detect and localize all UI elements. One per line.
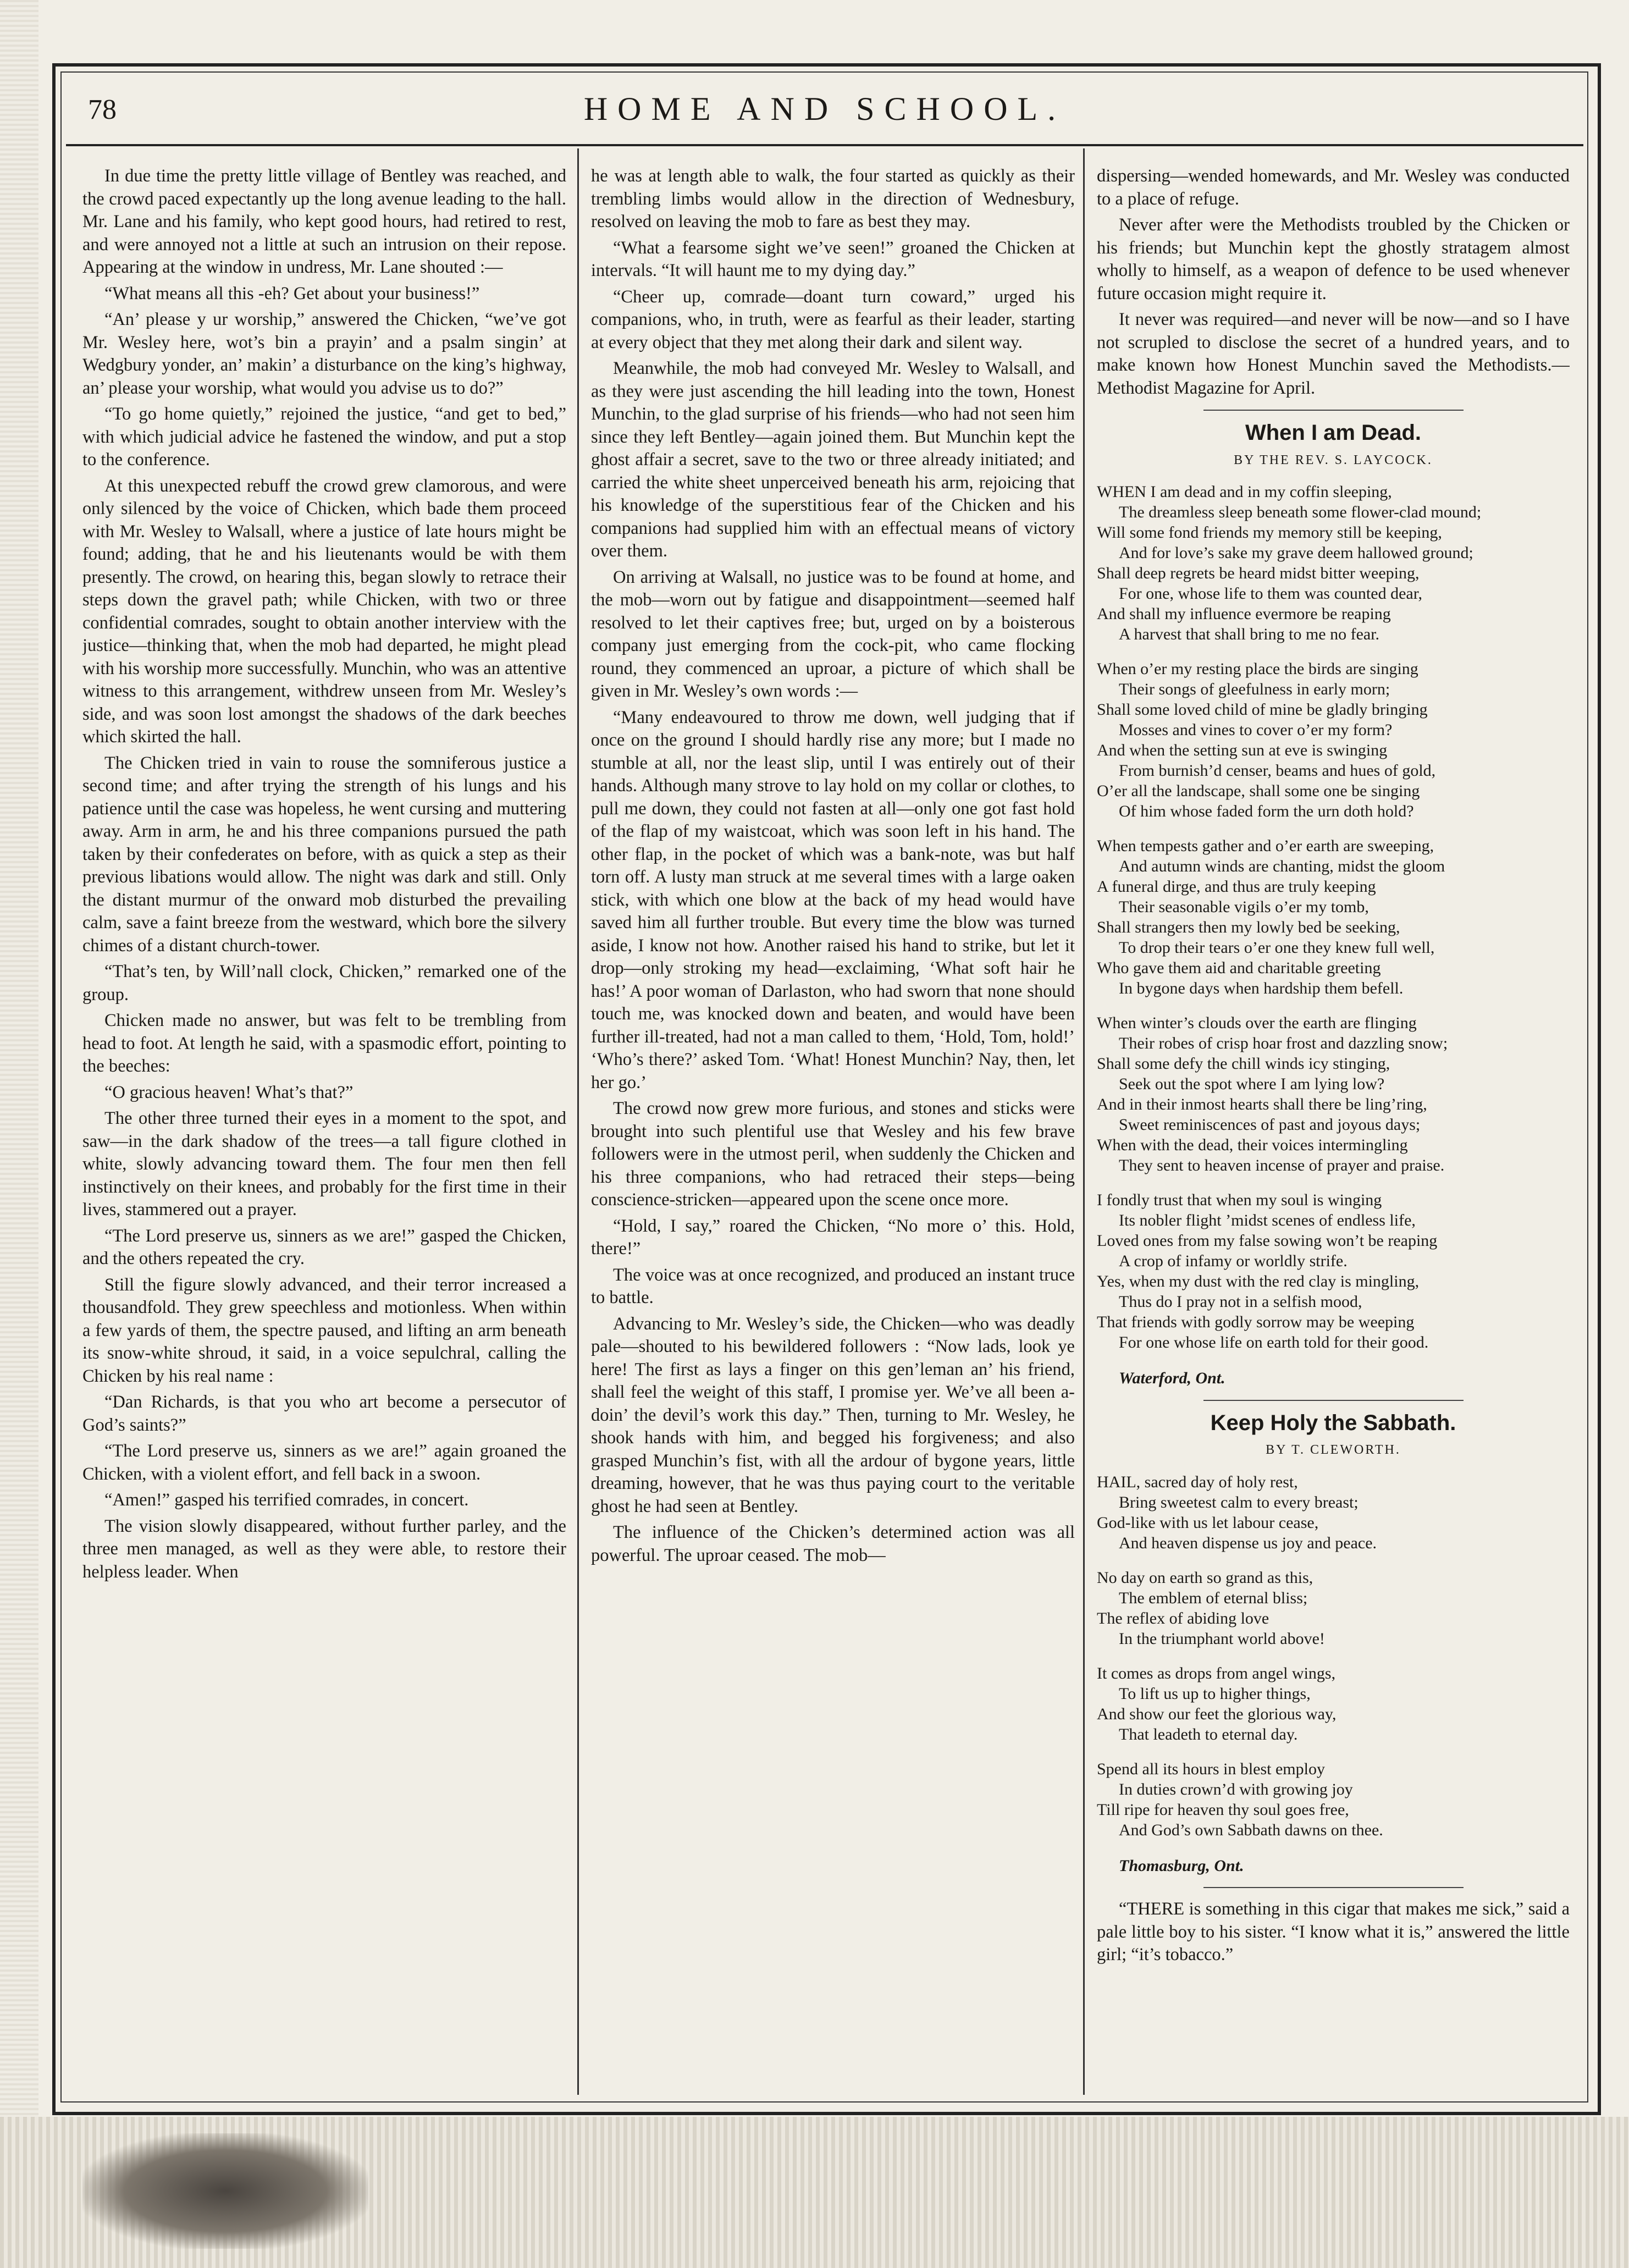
poem-line: And when the setting sun at eve is swinging (1097, 741, 1388, 759)
poem-stanza (1097, 836, 1570, 998)
column-3 (1097, 165, 1570, 2067)
poem-line: Seek out the spot where I am lying low? (1119, 1075, 1385, 1093)
poem-line: When winter’s clouds over the earth are flinging (1097, 1014, 1417, 1032)
paragraph: “The Lord preserve us, sinners as we are!” again groaned the Chicken, with a violent effort, and fell back in a swoon. (82, 1441, 566, 1484)
poem-line: And shall my influence evermore be reaping (1097, 605, 1391, 623)
poem-line: A funeral dirge, and thus are truly keeping (1097, 878, 1376, 896)
poem-line: For one whose life on earth told for their good. (1119, 1333, 1429, 1351)
section-divider (1203, 410, 1464, 411)
poem-line: I fondly trust that when my soul is winging (1097, 1191, 1382, 1209)
poem-stanza (1097, 1190, 1570, 1353)
poem-line: For one, whose life to them was counted dear, (1119, 584, 1422, 603)
page-edge-left (0, 0, 38, 2268)
poem-line: Thus do I pray not in a selfish mood, (1119, 1293, 1362, 1311)
poem-line: Their seasonable vigils o’er my tomb, (1119, 898, 1369, 916)
paragraph: The voice was at once recognized, and produced an instant truce to battle. (591, 1265, 1075, 1307)
poem-line: The reflex of abiding love (1097, 1609, 1269, 1627)
poem-line: They sent to heaven incense of prayer and praise. (1119, 1156, 1445, 1174)
paragraph: Chicken made no answer, but was felt to be trembling from head to foot. At length he said, with a spasmodic effort, pointing to the beeches: (82, 1011, 566, 1076)
poem-line: And show our feet the glorious way, (1097, 1704, 1337, 1723)
paragraph: “The Lord preserve us, sinners as we are!” gasped the Chicken, and the others repeated the cry. (82, 1226, 566, 1268)
poem-line: Will some fond friends my memory still be keeping, (1097, 523, 1442, 542)
poem-stanza (1097, 659, 1570, 821)
poem-line: That friends with godly sorrow may be weeping (1097, 1313, 1415, 1331)
page-number: 78 (88, 94, 117, 125)
paragraph: The influence of the Chicken’s determined action was all powerful. The uproar ceased. The mob— (591, 1522, 1075, 1565)
poem-line: The dreamless sleep beneath some flower-clad mound; (1119, 503, 1482, 521)
poem-stanza (1097, 1759, 1570, 1840)
anecdote: “THERE is something in this cigar that makes me sick,” said a pale little boy to his sister. “I know what it is,” answered the little girl; “it’s tobacco.” (1097, 1899, 1570, 1965)
poem-line: A crop of infamy or worldly strife. (1119, 1252, 1348, 1270)
paragraph: “That’s ten, by Will’nall clock, Chicken,” remarked one of the group. (82, 962, 566, 1005)
poem-byline: BY T. CLEWORTH. (1266, 1443, 1401, 1457)
paragraph: “Amen!” gasped his terrified comrades, in concert. (104, 1490, 469, 1510)
poem-line: No day on earth so grand as this, (1097, 1568, 1313, 1587)
paragraph: dispersing—wended homewards, and Mr. Wesley was conducted to a place of refuge. (1097, 166, 1570, 209)
paragraph: The other three turned their eyes in a moment to the spot, and saw—in the dark shadow of the trees—a tall figure clothed in white, slowly advancing toward them. The four men then fell instinctively on their knees, and probably for the first time in their lives, stammered out a prayer. (82, 1108, 566, 1219)
poem-line: From burnish’d censer, beams and hues of gold, (1119, 761, 1436, 780)
poem-body (1097, 1472, 1570, 1840)
poem-line: And in their inmost hearts shall there be ling’ring, (1097, 1095, 1427, 1113)
paragraph: The crowd now grew more furious, and stones and sticks were brought into such plentiful use that Wesley and his few brave followers were in the utmost peril, when suddenly the Chicken and his three companions, who had retraced their steps—being conscience-stricken—appeared upon the scene once more. (591, 1099, 1075, 1210)
poem-line: And autumn winds are chanting, midst the gloom (1119, 857, 1445, 875)
poem-line: O’er all the landscape, shall some one be singing (1097, 782, 1420, 800)
poem-place: Thomasburg, Ont. (1119, 1856, 1244, 1875)
poem-line: Their robes of crisp hoar frost and dazzling snow; (1119, 1034, 1448, 1052)
poem-place: Waterford, Ont. (1119, 1369, 1225, 1387)
paragraph: “An’ please y ur worship,” answered the Chicken, “we’ve got Mr. Wesley here, wot’s bin a prayin’ and a psalm singin’ at Wedgbury yonder, an’ makin’ a disturbance on the king’s highway, an’ please your worship, what would you advise us to do?” (82, 310, 566, 398)
poem-line: Sweet reminiscences of past and joyous days; (1119, 1116, 1421, 1134)
poem-body (1097, 482, 1570, 1353)
paragraph: “What means all this -eh? Get about your business!” (104, 283, 480, 303)
poem-line: A harvest that shall bring to me no fear. (1119, 625, 1380, 643)
publication-title: HOME AND SCHOOL. (583, 91, 1066, 127)
poem-line: Who gave them aid and charitable greeting (1097, 959, 1381, 977)
header-rule (66, 144, 1583, 146)
poem-line: HAIL, sacred day of holy rest, (1097, 1472, 1298, 1491)
poem-line: And heaven dispense us joy and peace. (1119, 1533, 1377, 1552)
poem-stanza (1097, 482, 1570, 644)
paragraph: “What a fearsome sight we’ve seen!” groaned the Chicken at intervals. “It will haunt me to my dying day.” (591, 238, 1075, 280)
paragraph: On arriving at Walsall, no justice was to be found at home, and the mob—worn out by fatigue and disappointment—seemed half resolved to let their captives free; but, urged on by a boisterous company just emerging from the cock-pit, who came flocking round, they commenced an uproar, a picture of which shall be given in Mr. Wesley’s own words :— (591, 567, 1075, 701)
poem-line: In duties crown’d with growing joy (1119, 1780, 1353, 1798)
column-1 (82, 165, 566, 2067)
poem-line: Bring sweetest calm to every breast; (1119, 1493, 1359, 1511)
poem-line: That leadeth to eternal day. (1119, 1725, 1298, 1743)
poem-line: WHEN I am dead and in my coffin sleeping, (1097, 483, 1392, 501)
poem-line: In the triumphant world above! (1119, 1629, 1325, 1648)
column-rule-1 (577, 148, 579, 2095)
poem-line: Their songs of gleefulness in early morn; (1119, 680, 1390, 698)
paragraph: Meanwhile, the mob had conveyed Mr. Wesley to Walsall, and as they were just ascending the hill leading into the town, Honest Munchin, to the glad surprise of his friends—who had not seen him since they left Bentley—again joined them. But Munchin kept the ghost affair a secret, save to the two or three already initiated; and carried the white sheet unperceived beneath his arm, rejoicing that his knowledge of the superstitious fear of the Chicken and his companions had supplied him with an effectual means of victory over them. (591, 358, 1075, 561)
poem-line: God-like with us let labour cease, (1097, 1513, 1319, 1532)
poem-line: When with the dead, their voices intermingling (1097, 1136, 1408, 1154)
poem-line: Mosses and vines to cover o’er my form? (1119, 721, 1393, 739)
poem-line: And God’s own Sabbath dawns on thee. (1119, 1820, 1383, 1839)
poem-line: Of him whose faded form the urn doth hold? (1119, 802, 1414, 820)
section-divider (1203, 1887, 1464, 1888)
poem-line: To lift us up to higher things, (1119, 1684, 1311, 1703)
column-rule-2 (1083, 148, 1085, 2095)
paragraph: Never after were the Methodists troubled by the Chicken or his friends; but Munchin kept the ghostly stratagem almost wholly to himself, as a weapon of defence to be used whenever future occasion might require it. (1097, 215, 1570, 303)
poem-line: When tempests gather and o’er earth are sweeping, (1097, 837, 1434, 855)
poem-stanza (1097, 1663, 1570, 1745)
paragraph: The Chicken tried in vain to rouse the somniferous justice a second time; and after trying the strength of his lungs and his patience until the case was hopeless, he went cursing and muttering away. Arm in arm, he and his three companions pursued the path taken by their confederates on before, with as quick a step as their previous libations would allow. The night was dark and still. Only the distant murmur of the onward mob disturbed the prevailing calm, save a faint breeze from the westward, which bore the silvery chimes of a distant church-tower. (82, 753, 566, 956)
paragraph: At this unexpected rebuff the crowd grew clamorous, and were only silenced by the voice of Chicken, which bade them proceed with Mr. Wesley to Walsall, where a justice of late hours might be found; adding, that he and his lieutenants would be with them presently. The crowd, on hearing this, began slowly to retrace their steps down the gravel path; while Chicken, with two or three confidential comrades, sought to obtain another interview with the justice—thinking that, when the mob had departed, he might plead with his worship more successfully. Munchin, who was an attentive witness to this arrangement, withdrew unseen from Mr. Wesley’s side, and was soon lost amongst the shadows of the dark beeches which skirted the hall. (82, 476, 566, 747)
poem-line: Shall some defy the chill winds icy stinging, (1097, 1055, 1390, 1073)
poem-line: To drop their tears o’er one they knew full well, (1119, 939, 1435, 957)
poem-line: Yes, when my dust with the red clay is mingling, (1097, 1272, 1420, 1290)
poem-line: Shall deep regrets be heard midst bitter weeping, (1097, 564, 1420, 582)
paragraph: he was at length able to walk, the four started as quickly as their trembling limbs would allow in the direction of Wednesbury, resolved on leaving the mob to fare as best they may. (591, 166, 1075, 231)
poem-stanza (1097, 1013, 1570, 1176)
paragraph: It never was required—and never will be now—and so I have not scrupled to disclose the secret of a hundred years, and to make known how Honest Munchin saved the Methodists.—Methodist Magazine for April. (1097, 310, 1570, 398)
paragraph: “Cheer up, comrade—doant turn coward,” urged his companions, who, in truth, were as fearful as their leader, starting at every object that they met along their dark and silent way. (591, 286, 1075, 352)
poem-title: Keep Holy the Sabbath. (1210, 1410, 1456, 1435)
running-header (66, 82, 1583, 143)
paragraph: “Many endeavoured to throw me down, well judging that if once on the ground I should hardly rise any more; but I made no stumble at all, nor the least slip, until I was entirely out of their hands. Although many strove to lay hold on my collar or clothes, to pull me down, they could not fasten at all—only one got fast hold of the flap of my waistcoat, which was soon left in his hand. The other flap, in the pocket of which was a bank-note, was but half torn off. A lusty man struck at me several times with a large oaken stick, with which one blow at the back of my head would have saved him all further trouble. But every time the blow was turned aside, I know not how. Another raised his hand to strike, but let it drop—only stroking my head—exclaiming, ‘What soft hair he has!’ A poor woman of Darlaston, who had sworn that none should touch me, was knocked down and beaten, and would have been further ill-treated, had not a man called to them, ‘Hold, Tom, hold!’ ‘Who’s there?’ asked Tom. ‘What! Honest Munchin? Nay, then, let her go.’ (591, 707, 1075, 1092)
paragraph: Still the figure slowly advanced, and their terror increased a thousandfold. They grew speechless and motionless. When within a few yards of them, the spectre paused, and lifting an arm beneath its snow-white shroud, it said, in a voice sepulchral, calling the Chicken by his real name : (82, 1274, 566, 1386)
poem-stanza (1097, 1568, 1570, 1649)
poem-line: Shall strangers then my lowly bed be seeking, (1097, 918, 1400, 936)
poem-line: Till ripe for heaven thy soul goes free, (1097, 1800, 1349, 1819)
ink-blot (82, 2133, 368, 2249)
poem-line: And for love’s sake my grave deem hallowed ground; (1119, 544, 1473, 562)
poem-line: Its nobler flight ’midst scenes of endless life, (1119, 1211, 1416, 1229)
poem-line: When o’er my resting place the birds are singing (1097, 660, 1418, 678)
paragraph: “Dan Richards, is that you who art become a persecutor of God’s saints?” (82, 1392, 566, 1435)
poem-line: Shall some loved child of mine be gladly bringing (1097, 700, 1428, 719)
poem-stanza (1097, 1472, 1570, 1553)
poem-line: Loved ones from my false sowing won’t be reaping (1097, 1232, 1438, 1250)
paragraph: “Hold, I say,” roared the Chicken, “No more o’ this. Hold, there!” (591, 1216, 1075, 1259)
paragraph: “O gracious heaven! What’s that?” (104, 1082, 354, 1102)
paragraph: “To go home quietly,” rejoined the justice, “and get to bed,” with which judicial advice he fastened the window, and put a stop to the conference. (82, 404, 566, 470)
poem-line: In bygone days when hardship them befell. (1119, 979, 1404, 997)
paragraph: The vision slowly disappeared, without further parley, and the three men managed, as well as they were able, to restore their helpless leader. When (82, 1516, 566, 1582)
column-2 (591, 165, 1075, 2067)
paragraph: Advancing to Mr. Wesley’s side, the Chicken—who was deadly pale—shouted to his bewildered followers : “Now lads, look ye here! The first as lays a finger on this gen’leman an’ his friend, shall feel the weight of this staff, I promise yer. We’ve all been a-doin’ the devil’s work this day.” Then, turning to Mr. Wesley, he shook hands with him, and begged his forgiveness; and also grasped Munchin’s fist, with all the ardour of bygone years, little dreaming, however, that he was thus paying court to the veritable ghost he had seen at Bentley. (591, 1314, 1075, 1516)
section-divider (1203, 1400, 1464, 1401)
paragraph: In due time the pretty little village of Bentley was reached, and the crowd paced expectantly up the long avenue leading to the hall. Mr. Lane and his family, who kept good hours, had retired to rest, and were annoyed not a little at such an intrusion on their repose. Appearing at the window in undress, Mr. Lane shouted :— (82, 166, 566, 277)
poem-title: When I am Dead. (1245, 421, 1422, 445)
poem-line: Spend all its hours in blest employ (1097, 1759, 1325, 1778)
poem-line: The emblem of eternal bliss; (1119, 1588, 1308, 1607)
poem-line: It comes as drops from angel wings, (1097, 1664, 1336, 1682)
poem-byline: BY THE REV. S. LAYCOCK. (1234, 453, 1433, 467)
